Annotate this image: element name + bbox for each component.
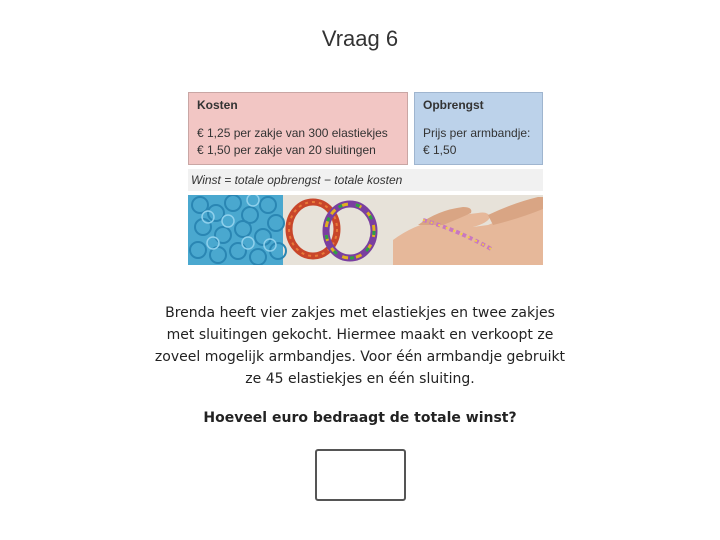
revenue-heading: Opbrengst [423,98,484,112]
bracelet-photo [188,195,543,265]
costs-heading: Kosten [197,98,238,112]
question-text: Brenda heeft vier zakjes met elastiekjes en twee zakjes met sluitingen gekocht. Hiermee maakt en verkoopt ze zoveel mogelijk armbandjes. Voor één armbandje gebruikt ze 45 elastiekjes en één sluiting. [154,305,566,387]
question-title: Vraag 6 [321,26,399,51]
revenue-line-price: € 1,50 [423,143,457,157]
revenue-box [414,92,543,165]
costs-box [188,92,408,165]
revenue-line-label: Prijs per armbandje: [423,126,531,140]
profit-formula: Winst = totale opbrengst − totale kosten [188,169,543,191]
costs-line-elastics: € 1,25 per zakje van 300 elastiekjes [197,126,388,140]
info-figure [188,90,543,266]
answer-input-box[interactable] [315,449,406,501]
costs-line-clasps: € 1,50 per zakje van 20 sluitingen [197,143,376,157]
question-prompt: Hoeveel euro bedraagt de totale winst? [203,410,517,426]
